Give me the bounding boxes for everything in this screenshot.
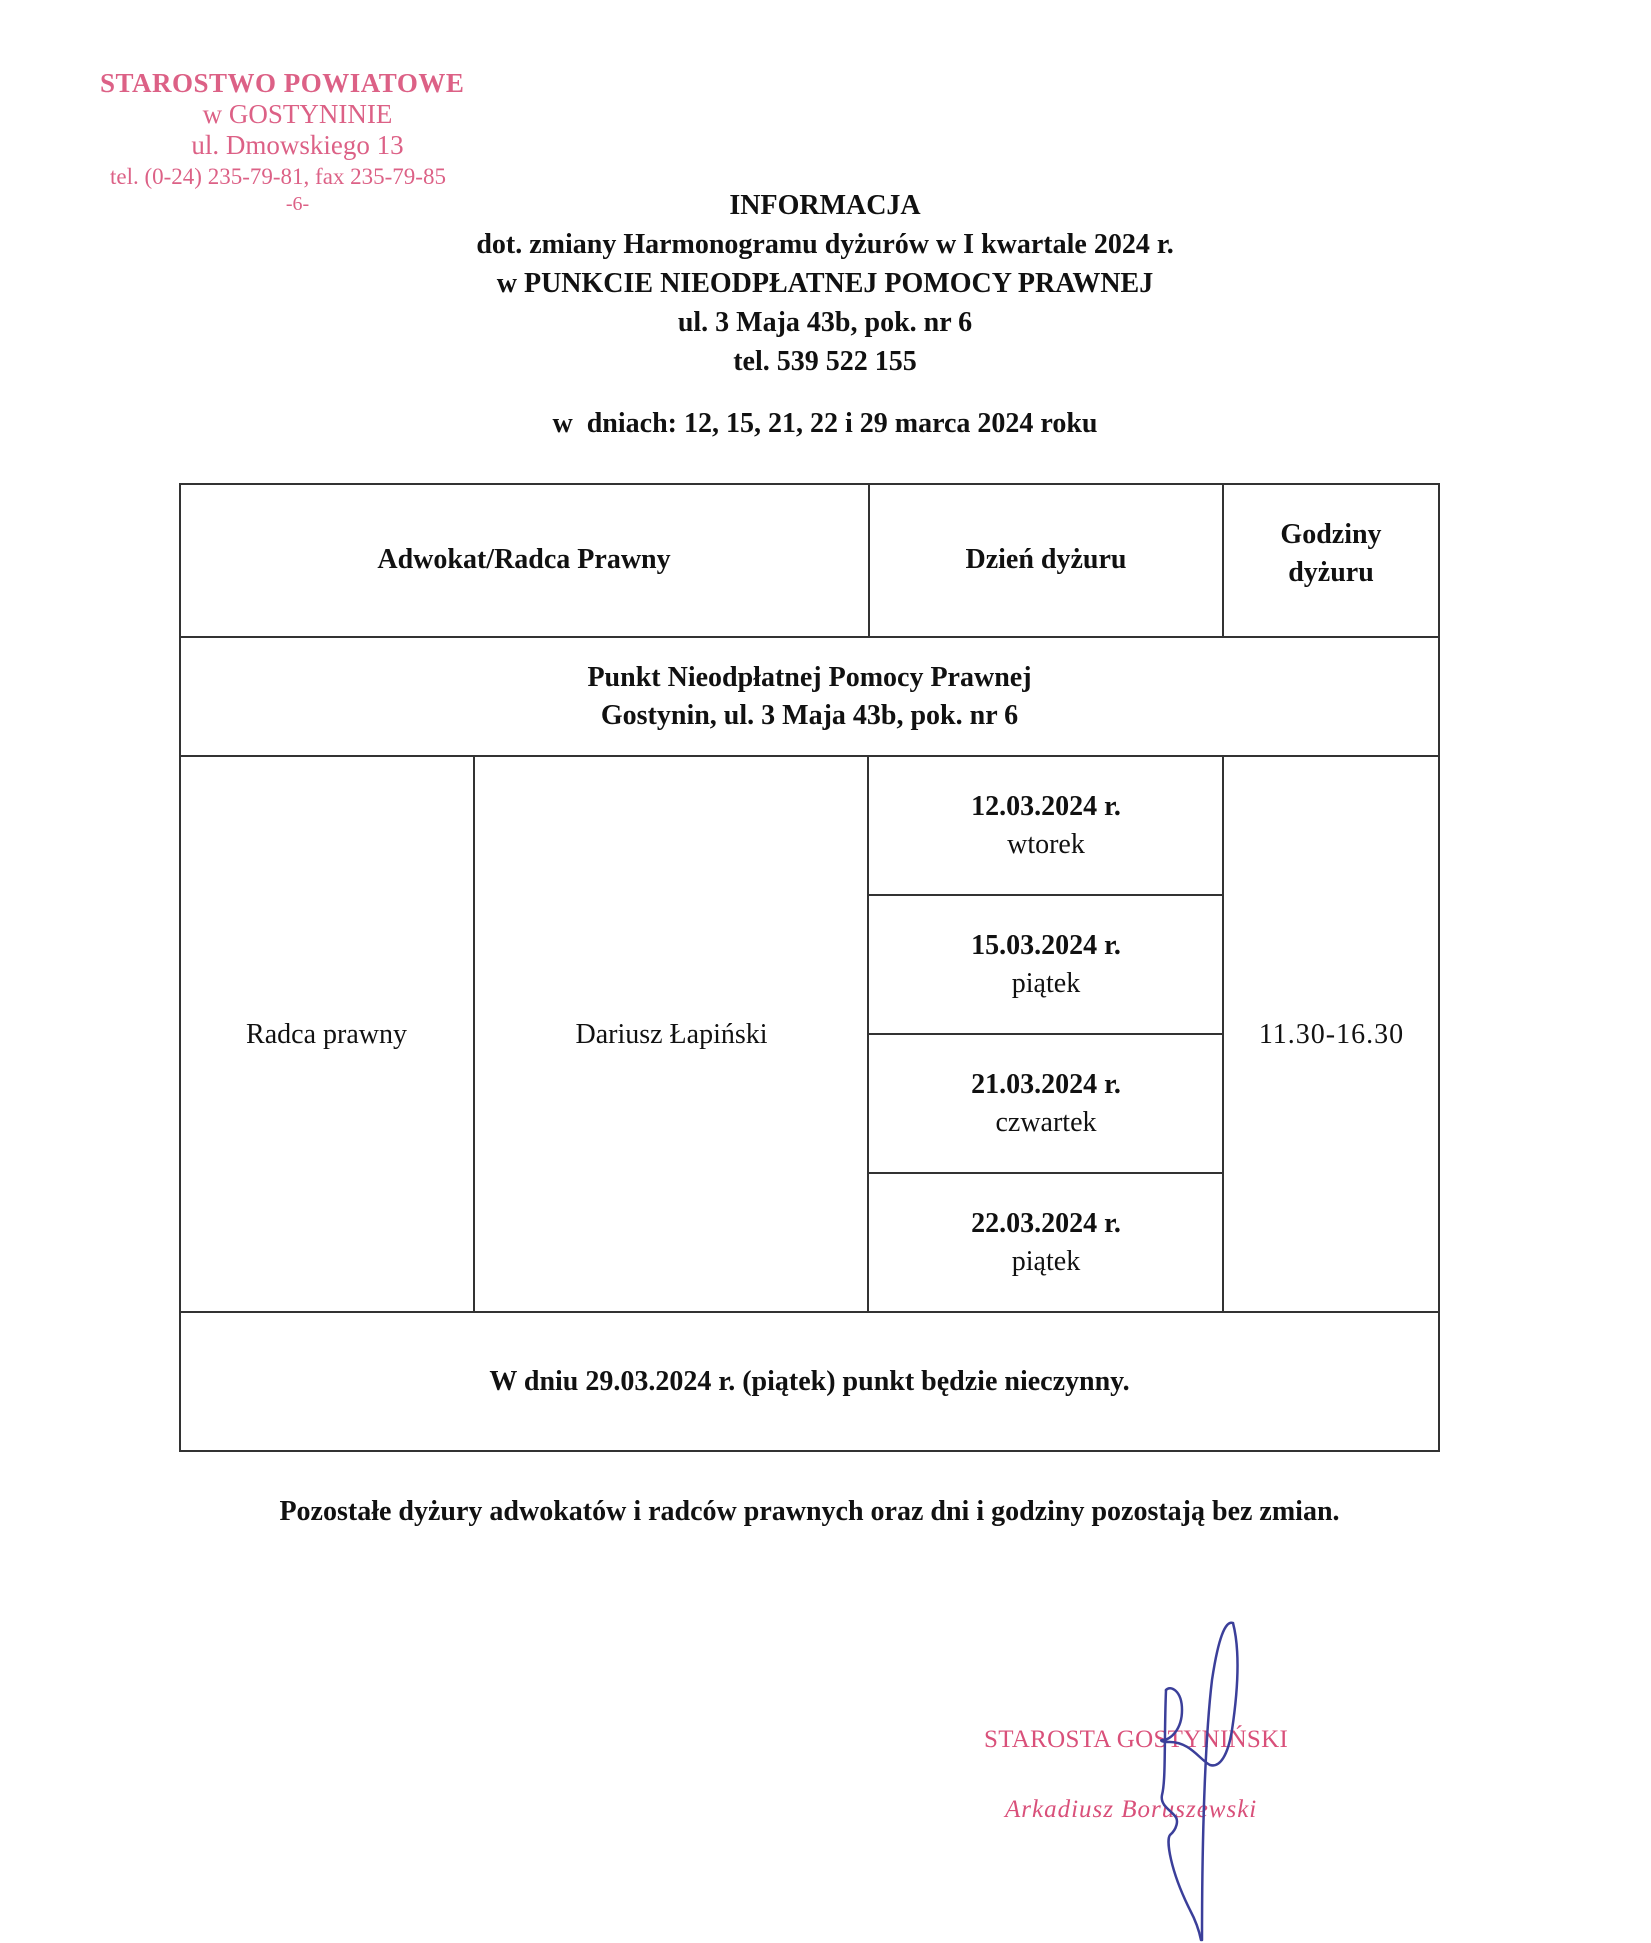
cell-name bbox=[475, 757, 868, 1312]
duty-weekday: czwartek bbox=[995, 1107, 1097, 1138]
column-header-hours bbox=[1223, 477, 1439, 631]
stamp-line-phone: tel. (0-24) 235-79-81, fax 235-79-85 bbox=[110, 164, 446, 189]
closed-notice-row bbox=[179, 1313, 1440, 1450]
duty-date: 21.03.2024 r. bbox=[971, 1069, 1121, 1100]
date-cell bbox=[869, 1035, 1223, 1173]
stamp-line-office: STAROSTWO POWIATOWE bbox=[100, 68, 465, 98]
duty-date: 15.03.2024 r. bbox=[971, 930, 1121, 961]
signature-stroke-1 bbox=[1161, 1623, 1237, 1940]
section-title: Punkt Nieodpłatnej Pomocy Prawnej bbox=[587, 662, 1032, 693]
closed-notice: W dniu 29.03.2024 r. (piątek) punkt będzie nieczynny. bbox=[489, 1365, 1130, 1397]
column-header-hours-line1: Godziny bbox=[1280, 519, 1382, 550]
footer-note: Pozostałe dyżury adwokatów i radców prawnych oraz dni i godziny pozostają bez zmian. bbox=[279, 1496, 1340, 1527]
document-phone: tel. 539 522 155 bbox=[733, 346, 917, 377]
section-address: Gostynin, ul. 3 Maja 43b, pok. nr 6 bbox=[600, 700, 1019, 731]
date-cell bbox=[869, 896, 1223, 1034]
column-header-hours-line2: dyżuru bbox=[1288, 557, 1374, 588]
document-address: ul. 3 Maja 43b, pok. nr 6 bbox=[677, 307, 973, 338]
document-header bbox=[300, 186, 1350, 381]
column-header-lawyer-label: Adwokat/Radca Prawny bbox=[377, 544, 671, 575]
document-subtitle: dot. zmiany Harmonogramu dyżurów w I kwartale 2024 r. bbox=[476, 229, 1174, 260]
table-border-bottom bbox=[179, 1450, 1440, 1452]
document-title: INFORMACJA bbox=[729, 190, 921, 221]
signatory-name: Arkadiusz Boruszewski bbox=[1005, 1796, 1258, 1823]
column-header-lawyer bbox=[179, 483, 869, 637]
duty-date: 22.03.2024 r. bbox=[971, 1208, 1121, 1239]
document-days: w dniach: 12, 15, 21, 22 i 29 marca 2024 roku bbox=[552, 408, 1098, 439]
role-text: Radca prawny bbox=[246, 1018, 407, 1050]
duty-weekday: piątek bbox=[1011, 968, 1081, 999]
duty-weekday: wtorek bbox=[1007, 829, 1085, 860]
signatory-title: STAROSTA GOSTYNIŃSKI bbox=[984, 1726, 1289, 1753]
stamp-line-street: ul. Dmowskiego 13 bbox=[191, 130, 404, 160]
section-row bbox=[179, 637, 1440, 757]
duty-weekday: piątek bbox=[1011, 1246, 1081, 1277]
stamp-line-number: -6- bbox=[285, 193, 310, 215]
schedule-table bbox=[179, 483, 1440, 1452]
date-cell bbox=[869, 1174, 1223, 1312]
handwritten-signature bbox=[1100, 1620, 1300, 1943]
stamp-line-city: w GOSTYNINIE bbox=[202, 99, 393, 129]
column-header-day-label: Dzień dyżuru bbox=[965, 544, 1127, 575]
cell-role bbox=[179, 757, 474, 1312]
cell-hours bbox=[1224, 757, 1439, 1312]
column-header-day bbox=[869, 483, 1223, 637]
lawyer-name: Dariusz Łapiński bbox=[575, 1018, 768, 1050]
signature-stroke-2 bbox=[1162, 1690, 1201, 1940]
document-office: w PUNKCIE NIEODPŁATNEJ POMOCY PRAWNEJ bbox=[496, 268, 1154, 299]
duty-hours: 11.30-16.30 bbox=[1258, 1018, 1405, 1050]
duty-date: 12.03.2024 r. bbox=[971, 791, 1121, 822]
date-cell bbox=[869, 757, 1223, 895]
